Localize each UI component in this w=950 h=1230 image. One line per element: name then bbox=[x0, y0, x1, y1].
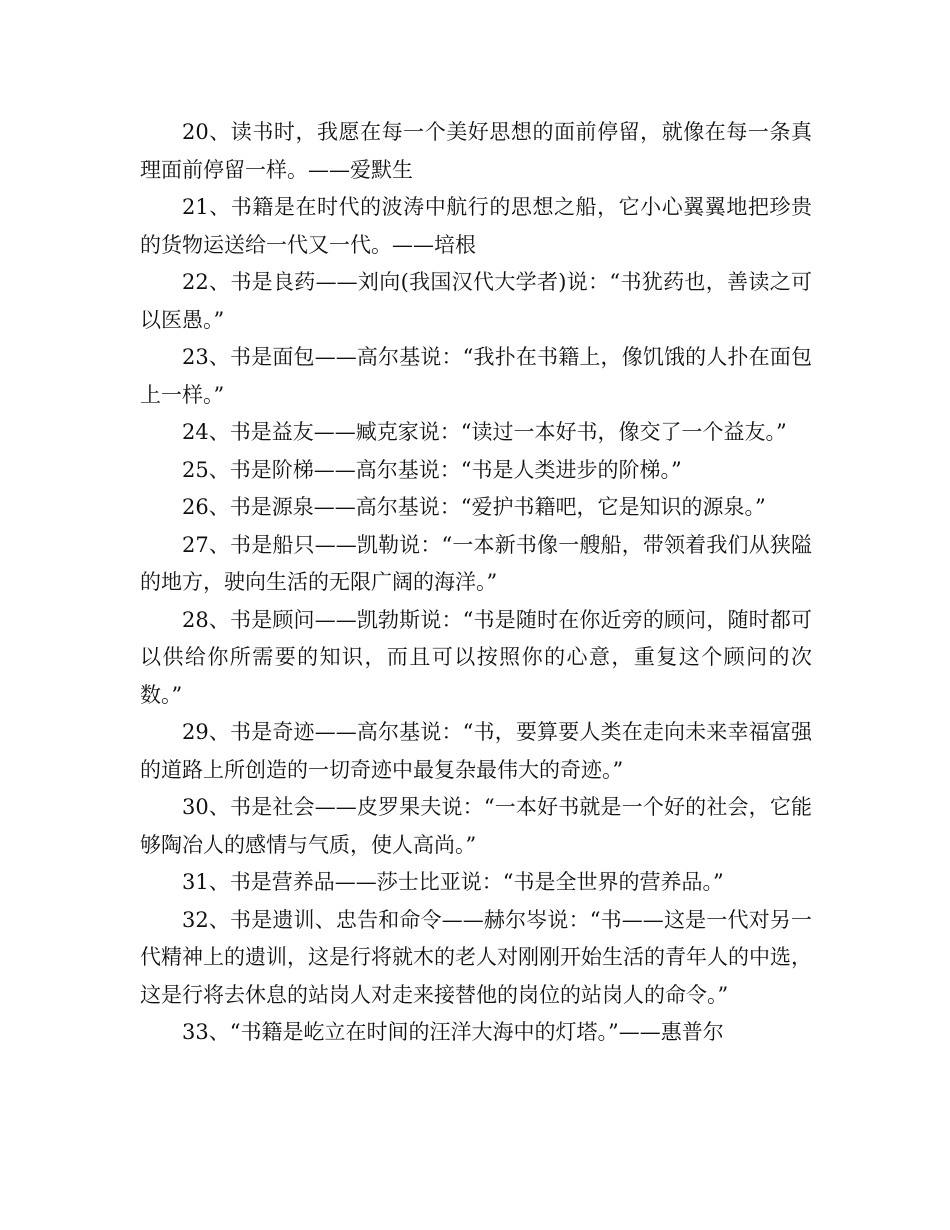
quote-paragraph-20: 20、读书时，我愿在每一个美好思想的面前停留，就像在每一条真理面前停留一样。——爱默生 bbox=[140, 120, 812, 182]
quote-paragraph-27: 27、书是船只——凯勒说：“一本新书像一艘船，带领着我们从狭隘的地方，驶向生活的无限广阔的海洋。” bbox=[140, 532, 812, 594]
quote-paragraph-29: 29、书是奇迹——高尔基说：“书，要算要人类在走向未来幸福富强的道路上所创造的一切奇迹中最复杂最伟大的奇迹。” bbox=[140, 720, 812, 782]
quote-paragraph-22: 22、书是良药——刘向(我国汉代大学者)说：“书犹药也，善读之可以医愚。” bbox=[140, 270, 812, 332]
quote-paragraph-26: 26、书是源泉——高尔基说：“爱护书籍吧，它是知识的源泉。” bbox=[182, 495, 766, 519]
quote-list bbox=[140, 114, 812, 1052]
quote-paragraph-25: 25、书是阶梯——高尔基说：“书是人类进步的阶梯。” bbox=[182, 457, 682, 482]
quote-paragraph-21: 21、书籍是在时代的波涛中航行的思想之船，它小心翼翼地把珍贵的货物运送给一代又一代。——培根 bbox=[140, 195, 812, 257]
quote-paragraph-28: 28、书是顾问——凯勃斯说：“书是随时在你近旁的顾问，随时都可以供给你所需要的知识，而且可以按照你的心意，重复这个顾问的次数。” bbox=[140, 607, 812, 707]
quote-paragraph-31: 31、书是营养品——莎士比亚说：“书是全世界的营养品。” bbox=[182, 870, 724, 894]
quote-paragraph-23: 23、书是面包——高尔基说：“我扑在书籍上，像饥饿的人扑在面包上一样。” bbox=[140, 345, 812, 407]
quote-paragraph-32: 32、书是遗训、忠告和命令——赫尔岑说：“书——这是一代对另一代精神上的遗训，这是行将就木的老人对刚刚开始生活的青年人的中选，这是行将去休息的站岗人对走来接替他的岗位的站岗人的命令。” bbox=[140, 907, 812, 1007]
quote-paragraph-30: 30、书是社会——皮罗果夫说：“一本好书就是一个好的社会，它能够陶冶人的感情与气质，使人高尚。” bbox=[140, 795, 812, 857]
quote-paragraph-33: 33、“书籍是屹立在时间的汪洋大海中的灯塔。”——惠普尔 bbox=[182, 1020, 724, 1044]
quote-paragraph-24: 24、书是益友——臧克家说：“读过一本好书，像交了一个益友。” bbox=[182, 420, 787, 444]
